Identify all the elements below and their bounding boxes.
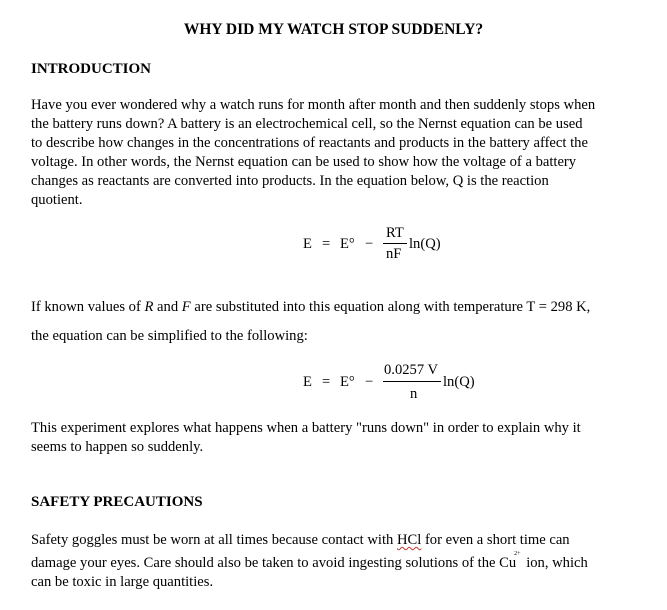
eq2-lhs: E: [303, 374, 312, 390]
faraday-constant-symbol: F: [181, 299, 191, 315]
eq2-numerator: 0.0257 V: [384, 362, 439, 378]
substitution-text: are substituted into this equation along with temperature T = 298 K,: [190, 299, 591, 315]
eq1-log-term: ln(Q): [409, 236, 441, 252]
safety-line-3: can be toxic in large quantities.: [31, 574, 214, 590]
eq2-minus: −: [365, 374, 374, 390]
eq1-denominator: nF: [386, 246, 402, 262]
substitution-line-1: [31, 299, 590, 316]
eq1-minus: −: [365, 236, 374, 252]
safety-line-2: [31, 551, 588, 572]
intro-line: to describe how changes in the concentrations of reactants and products in the battery affect the: [31, 135, 588, 151]
substitution-text: and: [153, 299, 182, 315]
eq2-denominator: n: [410, 386, 418, 402]
eq2-fraction-bar: [383, 381, 441, 382]
eq2-standard-potential: E°: [340, 374, 355, 390]
experiment-line: seems to happen so suddenly.: [31, 439, 204, 455]
safety-line-1: [31, 532, 570, 549]
hcl-spellcheck-word[interactable]: HCl: [396, 532, 422, 548]
eq1-fraction-bar: [383, 243, 407, 244]
safety-text: damage your eyes. Care should also be taken to avoid ingesting solutions of the Cu: [31, 555, 517, 571]
ion-charge: 2+: [514, 551, 521, 558]
safety-text: ion, which: [522, 555, 588, 571]
safety-text: Safety goggles must be worn at all times because contact with: [31, 532, 397, 548]
intro-line: changes as reactants are converted into products. In the equation below, Q is the reaction: [31, 173, 549, 189]
eq1-numerator: RT: [386, 225, 404, 241]
eq1-standard-potential: E°: [340, 236, 355, 252]
substitution-text: If known values of: [31, 299, 145, 315]
intro-line: the battery runs down? A battery is an electrochemical cell, so the Nernst equation can be used: [31, 116, 583, 132]
experiment-line: This experiment explores what happens when a battery "runs down" in order to explain why it: [31, 420, 581, 436]
introduction-heading: INTRODUCTION: [31, 61, 152, 77]
page-title: WHY DID MY WATCH STOP SUDDENLY?: [183, 21, 484, 38]
substitution-line-2: the equation can be simplified to the following:: [31, 328, 308, 344]
safety-text: for even a short time can: [421, 532, 570, 548]
intro-line: Have you ever wondered why a watch runs for month after month and then suddenly stops when: [31, 97, 596, 113]
eq1-lhs: E: [303, 236, 312, 252]
eq1-equals: =: [322, 236, 331, 252]
intro-line: voltage. In other words, the Nernst equation can be used to show how the voltage of a battery: [31, 154, 577, 170]
eq2-log-term: ln(Q): [443, 374, 475, 390]
intro-line: quotient.: [31, 192, 83, 208]
eq2-equals: =: [322, 374, 331, 390]
safety-heading: SAFETY PRECAUTIONS: [31, 494, 203, 510]
gas-constant-symbol: R: [144, 299, 154, 315]
